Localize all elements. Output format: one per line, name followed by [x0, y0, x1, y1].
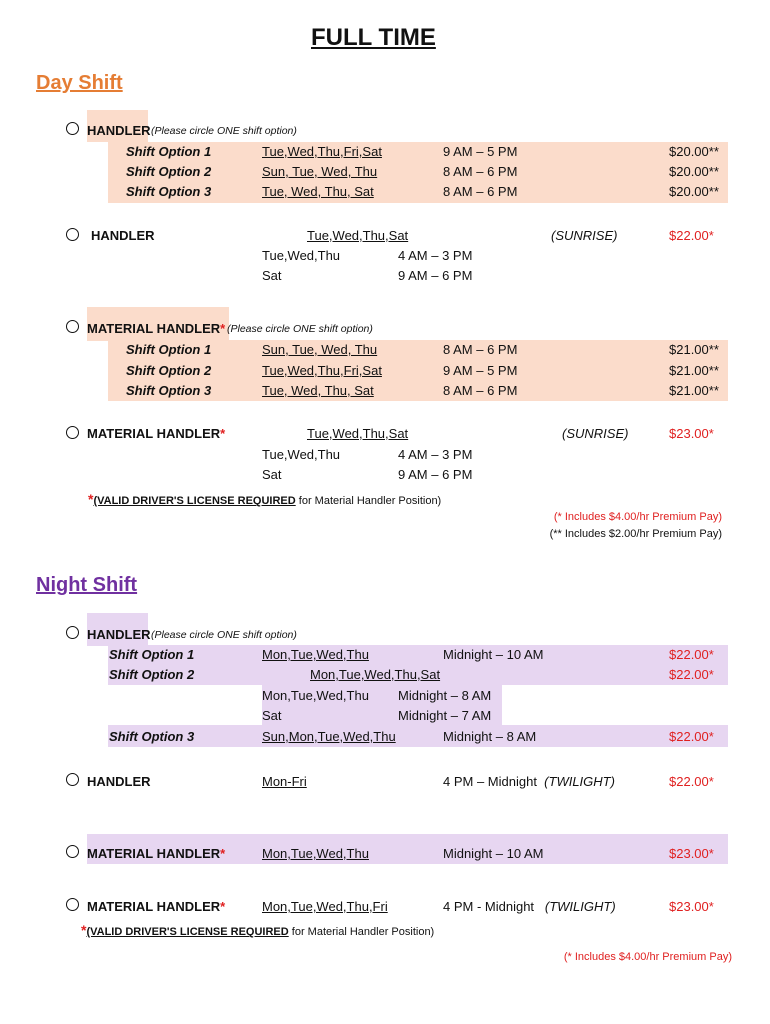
- handler-twilight-radio[interactable]: [66, 773, 79, 786]
- twilight-tag: (TWILIGHT): [544, 899, 616, 914]
- circle-one-note: (Please circle ONE shift option): [151, 629, 297, 641]
- sunrise-line1-time: 4 AM – 3 PM: [398, 248, 473, 263]
- shift-option-3-label: Shift Option 3: [126, 184, 212, 199]
- twilight-tag: (TWILIGHT): [544, 774, 615, 789]
- handler-label: HANDLER: [91, 228, 155, 243]
- shift-option-2-time: 8 AM – 6 PM: [443, 164, 518, 179]
- sunrise-line1-days: Tue,Wed,Thu: [262, 447, 341, 462]
- shift-option-2-days: Tue,Wed,Thu,Fri,Sat: [262, 363, 382, 378]
- shift-option-3-time: Midnight – 8 AM: [443, 729, 537, 744]
- handler-label: HANDLER: [87, 123, 151, 138]
- shift-option-3-label: Shift Option 3: [109, 729, 195, 744]
- highlight-band: [108, 725, 728, 747]
- license-note: [81, 922, 434, 938]
- license-asterisk: *: [220, 899, 226, 914]
- material-handler-text: MATERIAL HANDLER: [87, 899, 221, 914]
- shift-option-1-pay: $22.00*: [669, 647, 714, 662]
- sunrise-tag: (SUNRISE): [562, 426, 629, 441]
- shift-option-3-label: Shift Option 3: [126, 383, 212, 398]
- shift-option-1-time: 8 AM – 6 PM: [443, 342, 518, 357]
- shift-option-2-pay: $22.00*: [669, 667, 714, 682]
- shift-option-2-label: Shift Option 2: [126, 164, 212, 179]
- material-handler-text: MATERIAL HANDLER: [87, 321, 221, 336]
- sunrise-tag: (SUNRISE): [551, 228, 618, 243]
- shift-option-2-label: Shift Option 2: [109, 667, 195, 682]
- shift-option-1-time: Midnight – 10 AM: [443, 647, 544, 662]
- shift-option-3-days: Sun,Mon,Tue,Wed,Thu: [262, 729, 396, 744]
- shift-option-1-pay: $20.00**: [669, 144, 719, 159]
- license-asterisk: *: [81, 922, 87, 938]
- premium-note-2: (** Includes $2.00/hr Premium Pay): [549, 528, 722, 540]
- shift-option-2-line1-time: Midnight – 8 AM: [398, 688, 492, 703]
- sunrise-days: Tue,Wed,Thu,Sat: [307, 426, 409, 441]
- license-note-rest: for Material Handler Position): [295, 495, 442, 507]
- twilight-days: Mon-Fri: [262, 774, 307, 789]
- shift-option-3-pay: $21.00**: [669, 383, 719, 398]
- shift-option-2-pay: $21.00**: [669, 363, 719, 378]
- twilight-time: [443, 774, 615, 789]
- material-twilight-days: Mon,Tue,Wed,Thu,Fri: [262, 899, 388, 914]
- material-handler-label: [87, 846, 225, 861]
- shift-option-2-pay: $20.00**: [669, 164, 719, 179]
- page-title: FULL TIME: [311, 24, 436, 51]
- material-handler-label: [87, 321, 225, 336]
- twilight-pay: $22.00*: [669, 774, 714, 789]
- handler-option-radio[interactable]: [66, 122, 79, 135]
- shift-option-1-pay: $21.00**: [669, 342, 719, 357]
- shift-option-1-time: 9 AM – 5 PM: [443, 144, 518, 159]
- sunrise-line2-time: 9 AM – 6 PM: [398, 268, 473, 283]
- material-twilight-pay: $23.00*: [669, 899, 714, 914]
- shift-option-2-time: 9 AM – 5 PM: [443, 363, 518, 378]
- shift-option-2-days: Sun, Tue, Wed, Thu: [262, 164, 378, 179]
- shift-option-3-days: Tue, Wed, Thu, Sat: [262, 383, 374, 398]
- shift-option-1-days: Tue,Wed,Thu,Fri,Sat: [262, 144, 382, 159]
- material-midnight-radio[interactable]: [66, 845, 79, 858]
- shift-option-3-time: 8 AM – 6 PM: [443, 184, 518, 199]
- material-handler-option-radio[interactable]: [66, 320, 79, 333]
- circle-one-note: (Please circle ONE shift option): [151, 125, 297, 137]
- sunrise-line1-time: 4 AM – 3 PM: [398, 447, 473, 462]
- sunrise-pay: $23.00*: [669, 426, 714, 441]
- handler-sunrise-radio[interactable]: [66, 228, 79, 241]
- license-required-text: (VALID DRIVER'S LICENSE REQUIRED: [86, 926, 289, 938]
- sunrise-line2-days: Sat: [262, 268, 282, 283]
- shift-option-3-pay: $22.00*: [669, 729, 714, 744]
- day-shift-heading: Day Shift: [36, 72, 123, 94]
- shift-option-2-days: Mon,Tue,Wed,Thu,Sat: [310, 667, 441, 682]
- shift-option-1-days: Mon,Tue,Wed,Thu: [262, 647, 369, 662]
- material-sunrise-radio[interactable]: [66, 426, 79, 439]
- shift-option-1-label: Shift Option 1: [126, 342, 212, 357]
- material-midnight-time: Midnight – 10 AM: [443, 846, 544, 861]
- material-handler-text: MATERIAL HANDLER: [87, 426, 221, 441]
- shift-option-3-days: Tue, Wed, Thu, Sat: [262, 184, 374, 199]
- night-shift-heading: Night Shift: [36, 574, 138, 596]
- sunrise-line2-time: 9 AM – 6 PM: [398, 467, 473, 482]
- shift-option-2-label: Shift Option 2: [126, 363, 212, 378]
- material-midnight-days: Mon,Tue,Wed,Thu: [262, 846, 369, 861]
- handler-label: HANDLER: [87, 774, 151, 789]
- sunrise-line2-days: Sat: [262, 467, 282, 482]
- material-handler-text: MATERIAL HANDLER: [87, 846, 221, 861]
- shift-option-1-label: Shift Option 1: [109, 647, 195, 662]
- license-asterisk: *: [220, 321, 226, 336]
- material-twilight-time-text: 4 PM - Midnight: [443, 899, 535, 914]
- material-handler-label: [87, 426, 225, 441]
- material-twilight-radio[interactable]: [66, 898, 79, 911]
- handler-label: HANDLER: [87, 627, 151, 642]
- license-note: [88, 491, 441, 507]
- license-asterisk: *: [220, 846, 226, 861]
- shift-option-2-line1-days: Mon,Tue,Wed,Thu: [262, 688, 369, 703]
- premium-note-4: (* Includes $4.00/hr Premium Pay): [553, 511, 722, 523]
- license-required-text: (VALID DRIVER'S LICENSE REQUIRED: [93, 495, 296, 507]
- twilight-time-text: 4 PM – Midnight: [443, 774, 537, 789]
- material-handler-label: [87, 899, 225, 914]
- material-twilight-time: [443, 899, 616, 914]
- shift-option-2-line2-days: Sat: [262, 708, 282, 723]
- premium-note-4: (* Includes $4.00/hr Premium Pay): [563, 951, 732, 963]
- license-asterisk: *: [220, 426, 226, 441]
- shift-option-1-label: Shift Option 1: [126, 144, 212, 159]
- license-note-rest: for Material Handler Position): [288, 926, 435, 938]
- night-handler-option-radio[interactable]: [66, 626, 79, 639]
- circle-one-note: (Please circle ONE shift option): [227, 323, 373, 335]
- shift-option-2-line2-time: Midnight – 7 AM: [398, 708, 492, 723]
- license-asterisk: *: [88, 491, 94, 507]
- shift-option-3-pay: $20.00**: [669, 184, 719, 199]
- sunrise-line1-days: Tue,Wed,Thu: [262, 248, 341, 263]
- sunrise-pay: $22.00*: [669, 228, 714, 243]
- material-midnight-pay: $23.00*: [669, 846, 714, 861]
- sunrise-days: Tue,Wed,Thu,Sat: [307, 228, 409, 243]
- shift-option-3-time: 8 AM – 6 PM: [443, 383, 518, 398]
- shift-option-1-days: Sun, Tue, Wed, Thu: [262, 342, 378, 357]
